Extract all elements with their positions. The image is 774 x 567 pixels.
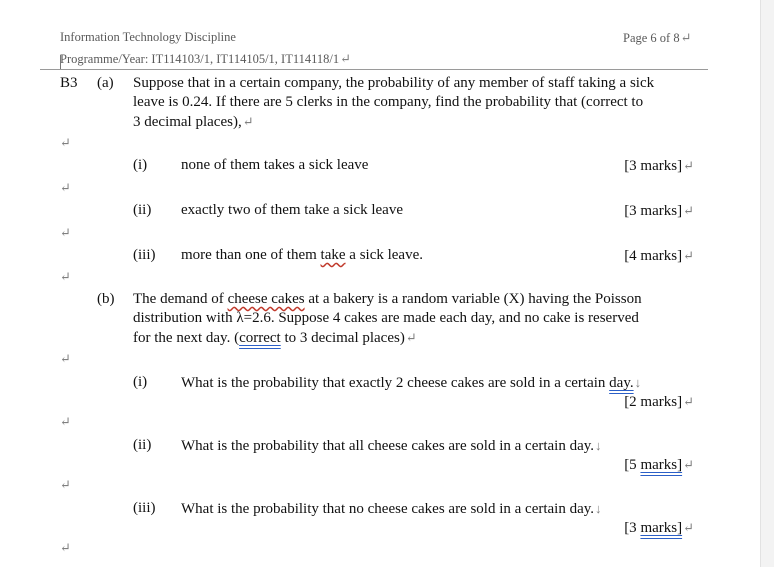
part-b-ii-text: What is the probability that all cheese cakes are sold in a certain day.↓: [181, 438, 602, 454]
line-break-icon: ↓: [595, 501, 602, 516]
part-a-ii-label: (ii): [133, 202, 152, 218]
part-a-iii-text: more than one of them take a sick leave.: [181, 247, 423, 263]
part-a-iii-label: (iii): [133, 247, 156, 263]
spelling-flag[interactable]: cheese cakes: [227, 291, 305, 307]
part-b-label: (b): [97, 291, 115, 307]
part-a-line: Suppose that in a certain company, the probability of any member of staff taking a sick: [133, 75, 655, 91]
part-b-ii-marks: [5 marks]↵: [624, 457, 694, 473]
vertical-scrollbar[interactable]: [760, 0, 774, 567]
header-margin-tick: [60, 55, 61, 69]
part-b-iii-text: What is the probability that no cheese cakes are sold in a certain day.↓: [181, 501, 602, 517]
paragraph-mark-icon: ↵: [60, 269, 71, 284]
spelling-flag[interactable]: take: [320, 247, 346, 263]
paragraph-mark-icon: ↵: [680, 30, 692, 45]
paragraph-mark-icon: ↵: [60, 351, 71, 366]
line-break-icon: ↓: [634, 375, 642, 390]
part-a-i-text: none of them takes a sick leave: [181, 157, 369, 173]
part-a-line: leave is 0.24. If there are 5 clerks in the company, find the probability that (correct to: [133, 94, 644, 110]
paragraph-mark-icon: ↵: [60, 540, 71, 555]
paragraph-mark-icon: ↵: [683, 520, 694, 535]
header-page-number: Page 6 of 8↵: [623, 30, 692, 45]
paragraph-mark-icon: ↵: [683, 457, 694, 472]
part-a-i-label: (i): [133, 157, 148, 173]
paragraph-mark-icon: ↵: [60, 225, 71, 240]
line-break-icon: ↓: [595, 438, 602, 453]
part-a-line: 3 decimal places),↵: [133, 114, 254, 130]
header-discipline: Information Technology Discipline: [60, 30, 236, 44]
part-b-i-marks: [2 marks]↵: [624, 394, 694, 410]
grammar-flag[interactable]: marks]: [640, 520, 683, 536]
paragraph-mark-icon: ↵: [60, 135, 71, 150]
part-a-i-marks: [3 marks]↵: [624, 158, 694, 174]
part-a-label: (a): [97, 75, 114, 91]
part-b-line: for the next day. (correct to 3 decimal places)↵: [133, 330, 417, 346]
grammar-flag[interactable]: marks]: [640, 457, 683, 473]
paragraph-mark-icon: ↵: [405, 330, 417, 345]
grammar-flag[interactable]: day.: [609, 375, 634, 391]
part-b-stem: [133, 290, 642, 348]
part-b-line: distribution with λ=2.6. Suppose 4 cakes are made each day, and no cake is reserved: [133, 310, 639, 326]
paragraph-mark-icon: ↵: [60, 414, 71, 429]
part-b-i-text: What is the probability that exactly 2 cheese cakes are sold in a certain day.↓: [181, 375, 642, 391]
header-programme: Programme/Year: IT114103/1, IT114105/1, IT114118/1↵: [60, 51, 352, 66]
part-a-ii-text: exactly two of them take a sick leave: [181, 202, 403, 218]
paragraph-mark-icon: ↵: [60, 477, 71, 492]
grammar-flag[interactable]: correct: [239, 330, 281, 346]
part-b-iii-label: (iii): [133, 500, 156, 516]
part-a-stem: [133, 74, 654, 132]
part-a-iii-marks: [4 marks]↵: [624, 248, 694, 264]
paragraph-mark-icon: ↵: [242, 114, 254, 129]
header-divider: [40, 69, 708, 70]
paragraph-mark-icon: ↵: [340, 51, 352, 66]
part-b-iii-marks: [3 marks]↵: [624, 520, 694, 536]
question-number: B3: [60, 75, 78, 91]
paragraph-mark-icon: ↵: [683, 394, 694, 409]
paragraph-mark-icon: ↵: [683, 158, 694, 173]
paragraph-mark-icon: ↵: [683, 203, 694, 218]
part-b-line: The demand of cheese cakes at a bakery is a random variable (X) having the Poisson: [133, 291, 642, 307]
paragraph-mark-icon: ↵: [60, 180, 71, 195]
part-b-i-label: (i): [133, 374, 148, 390]
part-a-ii-marks: [3 marks]↵: [624, 203, 694, 219]
paragraph-mark-icon: ↵: [683, 248, 694, 263]
part-b-ii-label: (ii): [133, 437, 152, 453]
